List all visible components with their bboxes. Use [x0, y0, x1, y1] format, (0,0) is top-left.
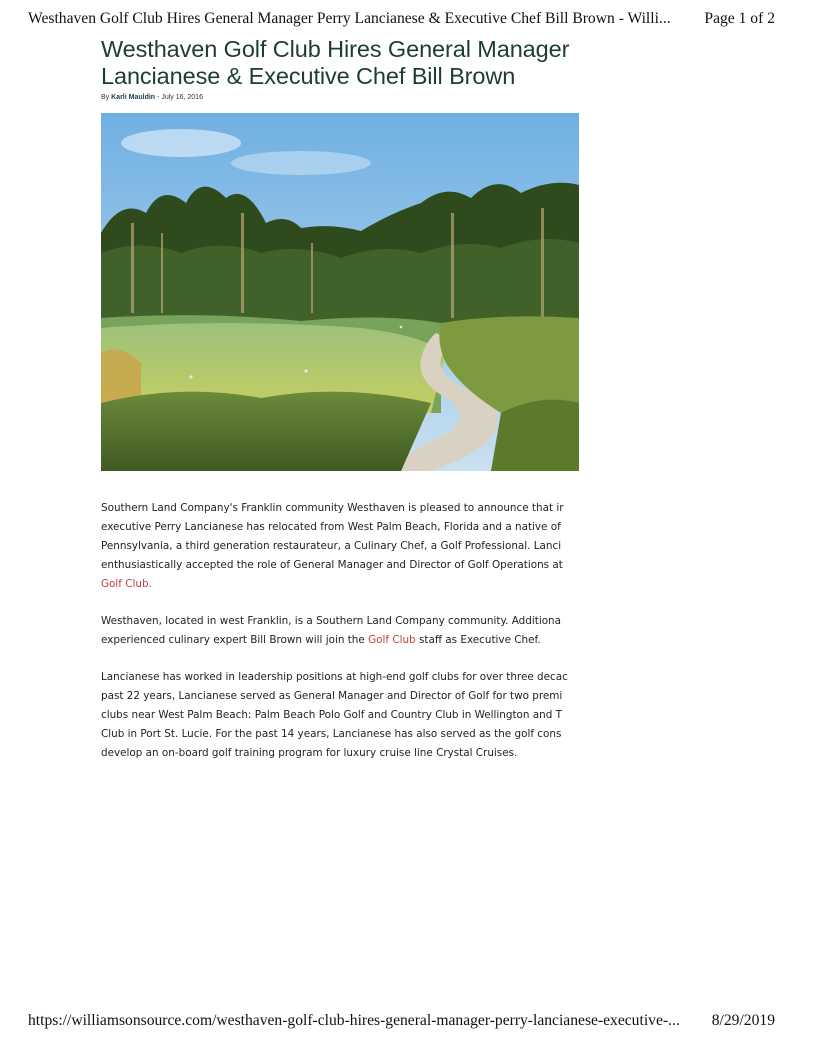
paragraph-2-line-2 [101, 631, 579, 650]
paragraph-3-line-3: clubs near West Palm Beach: Palm Beach Polo Golf and Country Club in Wellington and T [101, 709, 563, 721]
article [101, 36, 579, 471]
paragraph-1-line-4: enthusiastically accepted the role of General Manager and Director of Golf Operations at [101, 559, 563, 571]
paragraph-3 [101, 668, 579, 763]
paragraph-2-text-post: staff as Executive Chef. [415, 634, 541, 646]
hero-image [101, 113, 579, 471]
paragraph-2-line-1: Westhaven, located in west Franklin, is a Southern Land Company community. Additiona [101, 615, 562, 627]
paragraph-2 [101, 612, 579, 650]
article-title-line-1: Westhaven Golf Club Hires General Manager [101, 36, 570, 62]
paragraph-3-line-4: Club in Port St. Lucie. For the past 14 years, Lancianese has also served as the golf cons [101, 728, 562, 740]
print-page-number: Page 1 of 2 [704, 10, 775, 27]
paragraph-1-line-3: Pennsylvania, a third generation restaurateur, a Culinary Chef, a Golf Professional. Lanci [101, 540, 562, 552]
paragraph-3-line-2: past 22 years, Lancianese served as General Manager and Director of Golf for two premi [101, 690, 563, 702]
publish-date: July 16, 2016 [161, 94, 203, 101]
article-title-line-2: Lancianese & Executive Chef Bill Brown [101, 63, 516, 89]
article-body [101, 499, 579, 781]
byline-separator: - [157, 94, 160, 101]
paragraph-1 [101, 499, 579, 594]
author-link[interactable]: Karli Mauldin [111, 94, 156, 101]
golf-club-link-2[interactable]: Golf Club [368, 634, 416, 646]
paragraph-1-line-1: Southern Land Company's Franklin community Westhaven is pleased to announce that ir [101, 502, 564, 514]
print-date: 8/29/2019 [711, 1012, 775, 1029]
paragraph-3-line-5: develop an on-board golf training program for luxury cruise line Crystal Cruises. [101, 747, 518, 759]
golf-club-link[interactable]: Golf Club. [101, 578, 152, 590]
article-title [101, 36, 579, 90]
print-url: https://williamsonsource.com/westhaven-golf-club-hires-general-manager-perry-lancianese-executive-... [28, 1012, 680, 1029]
byline [101, 94, 579, 101]
byline-prefix: By [101, 94, 110, 101]
paragraph-3-line-1: Lancianese has worked in leadership positions at high-end golf clubs for over three decac [101, 671, 568, 683]
paragraph-1-line-2: executive Perry Lancianese has relocated from West Palm Beach, Florida and a native of [101, 521, 561, 533]
print-page-title: Westhaven Golf Club Hires General Manager Perry Lancianese & Executive Chef Bill Brown - Willi... [28, 10, 671, 27]
paragraph-2-text-pre: experienced culinary expert Bill Brown will join the [101, 634, 369, 646]
